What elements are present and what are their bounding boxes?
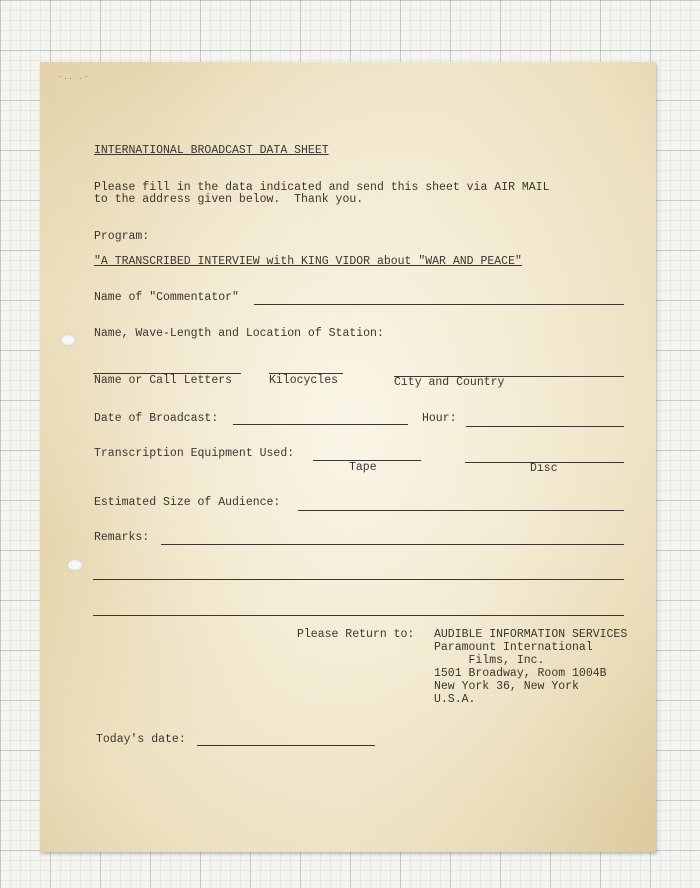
broadcast-date-label: Date of Broadcast: [94, 412, 219, 425]
hour-label: Hour: [422, 412, 457, 425]
address-line: 1501 Broadway, Room 1004B [434, 667, 607, 680]
program-title: "A TRANSCRIBED INTERVIEW with KING VIDOR about "WAR AND PEACE" [94, 255, 522, 268]
sheet-title: INTERNATIONAL BROADCAST DATA SHEET [94, 144, 329, 157]
punch-hole-bottom [67, 559, 83, 571]
disc-caption: Disc [530, 462, 558, 475]
address-line: Paramount International [434, 641, 593, 654]
audience-field-line[interactable] [298, 510, 624, 511]
city-country-caption: City and Country [394, 376, 505, 389]
call-letters-caption: Name or Call Letters [94, 374, 233, 387]
broadcast-date-field-line[interactable] [233, 424, 408, 425]
todays-date-field-line[interactable] [197, 745, 375, 746]
commentator-label: Name of "Commentator" [94, 291, 239, 304]
instruction-line-2: to the address given below. Thank you. [94, 193, 364, 206]
station-label: Name, Wave-Length and Location of Station: [94, 327, 384, 340]
remarks-field-line-1[interactable] [161, 544, 624, 545]
address-line: U.S.A. [434, 693, 476, 706]
return-to-label: Please Return to: [297, 628, 415, 641]
corner-mark: -.. .- [58, 74, 90, 82]
address-line: New York 36, New York [434, 680, 579, 693]
kilocycles-caption: Kilocycles [269, 374, 339, 387]
remarks-label: Remarks: [94, 531, 150, 544]
audience-label: Estimated Size of Audience: [94, 496, 281, 509]
address-line: AUDIBLE INFORMATION SERVICES [434, 628, 628, 641]
program-label: Program: [94, 230, 150, 243]
instruction-line-1: Please fill in the data indicated and send this sheet via AIR MAIL [94, 181, 550, 194]
remarks-field-line-3[interactable] [93, 615, 624, 616]
hour-field-line[interactable] [466, 426, 624, 427]
tape-caption: Tape [349, 461, 377, 474]
remarks-field-line-2[interactable] [93, 579, 624, 580]
todays-date-label: Today's date: [96, 733, 186, 746]
data-sheet-paper [40, 62, 656, 852]
address-line: Films, Inc. [434, 654, 545, 667]
commentator-field-line[interactable] [254, 304, 624, 305]
punch-hole-top [60, 334, 76, 346]
equipment-label: Transcription Equipment Used: [94, 447, 295, 460]
